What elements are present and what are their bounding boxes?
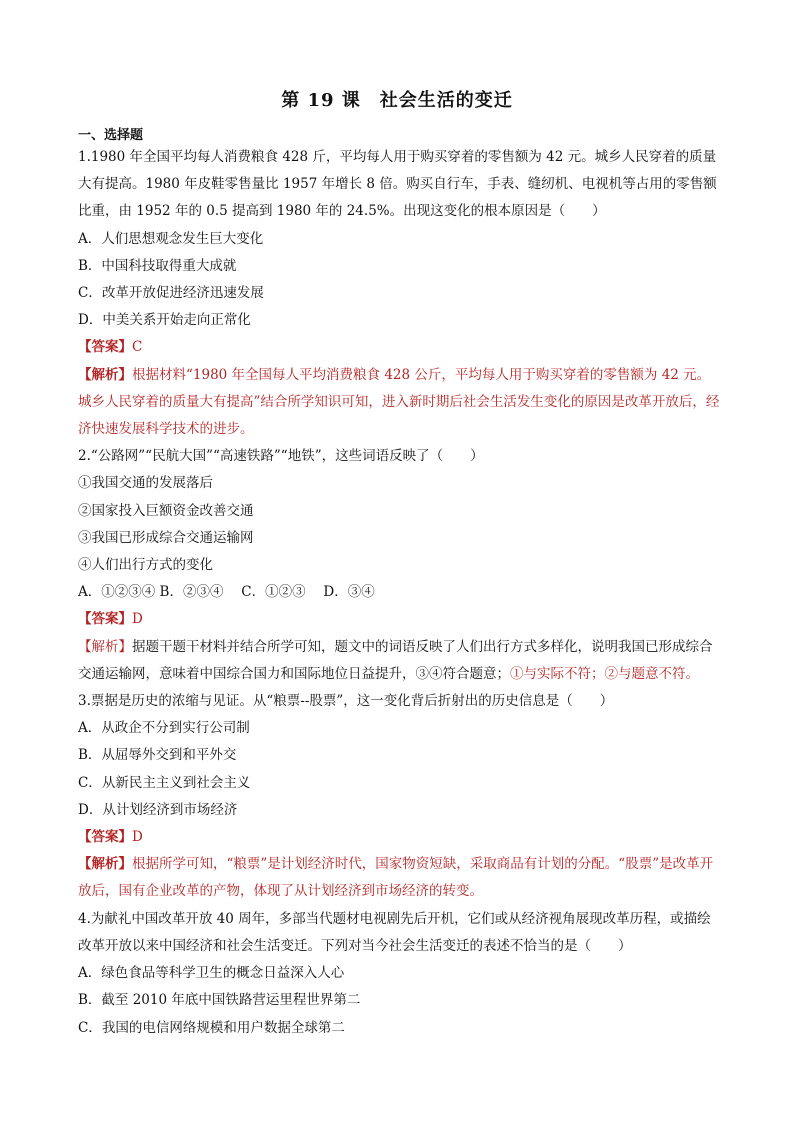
question-1-stem: 1.1980 年全国平均每人消费粮食 428 斤，平均每人用于购买穿着的零售额为 42 元。城乡人民穿着的质量大有提高。1980 年皮鞋零售量比 1957 年增长 8 倍。购买自行车，手表、缝纫机、电视机等占用的零售额比重，由 1952 年的 0.5 提高到 1980 年的 24.5%。出现这变化的根本原因是（ ） <box>78 149 717 220</box>
question-3-answer <box>78 824 720 851</box>
question-3-analysis <box>78 851 720 905</box>
analysis-tag: 【解析】 <box>78 638 132 655</box>
question-4-stem: 4.为献礼中国改革开放 40 周年，多部当代题材电视剧先后开机，它们或从经济视角展现改革历程，或描绘改革开放以来中国经济和社会生活变迁。下列对当今社会生活变迁的表述不恰当的是（ ） <box>78 910 711 954</box>
question-1-option-b: B．中国科技取得重大成就 <box>78 257 237 274</box>
question-2-item-4: ④人们出行方式的变化 <box>78 557 213 574</box>
question-1-analysis <box>78 362 720 444</box>
question-3-stem: 3.票据是历史的浓缩与见证。从“粮票--股票”，这一变化背后折射出的历史信息是（ ） <box>78 693 614 710</box>
question-1-option-c: C．改革开放促进经济迅速发展 <box>78 285 264 302</box>
answer-value: D <box>132 611 143 628</box>
question-1-option-a: A．人们思想观念发生巨大变化 <box>78 230 264 247</box>
question-3-option-a: A．从政企不分到实行公司制 <box>78 720 250 737</box>
section-heading: 一、选择题 <box>78 128 144 143</box>
question-4-option-b: B．截至 2010 年底中国铁路营运里程世界第二 <box>78 992 361 1009</box>
question-2-item-2: ②国家投入巨额资金改善交通 <box>78 502 254 519</box>
question-list <box>78 144 720 1042</box>
question-2-item-3: ③我国已形成综合交通运输网 <box>78 529 254 546</box>
question-3-option-b: B．从屈辱外交到和平外交 <box>78 747 237 764</box>
question-4-option-c: C．我国的电信网络规模和用户数据全球第二 <box>78 1019 345 1036</box>
question-1-option-d: D．中美关系开始走向正常化 <box>78 312 251 329</box>
analysis-text-red: ①与实际不符；②与题意不符。 <box>510 665 699 682</box>
answer-value: D <box>132 829 143 846</box>
question-3-option-d: D．从计划经济到市场经济 <box>78 801 238 818</box>
analysis-text: 根据材料“1980 年全国每人平均消费粮食 428 公斤，平均每人用于购买穿着的零售额为 42 元。城乡人民穿着的质量大有提高”结合所学知识可知，进入新时期后社会生活发生变化的原因是改革开放后，经济快速发展科学技术的进步。 <box>78 366 720 438</box>
question-1-answer <box>78 334 720 361</box>
analysis-tag: 【解析】 <box>78 856 132 873</box>
question-2-answer <box>78 606 720 633</box>
question-4-option-a: A．绿色食品等科学卫生的概念日益深入人心 <box>78 965 345 982</box>
question-2-item-1: ①我国交通的发展落后 <box>78 475 213 492</box>
analysis-text: 据题干题干材料并结合所学可知，题文中的词语反映了人们出行方式多样化，说明我国已形成综合交通运输网，意味着中国综合国力和国际地位日益提升，③④符合题意； <box>78 638 713 682</box>
question-2-options: A．①②③④ B．②③④ C．①②③ D．③④ <box>78 584 375 601</box>
question-2-stem: 2.“公路网”“民航大国”“高速铁路”“地铁”，这些词语反映了（ ） <box>78 448 484 465</box>
answer-tag: 【答案】 <box>78 339 132 356</box>
answer-value: C <box>132 339 143 356</box>
question-3-option-c: C．从新民主主义到社会主义 <box>78 774 251 791</box>
question-2-analysis <box>78 634 720 688</box>
analysis-tag: 【解析】 <box>78 366 132 383</box>
analysis-text: 根据所学可知，“粮票”是计划经济时代，国家物资短缺，采取商品有计划的分配。“股票”是改革开放后，国有企业改革的产物，体现了从计划经济到市场经济的转变。 <box>78 856 714 900</box>
page-title: 第 19 课 社会生活的变迁 <box>281 90 513 111</box>
answer-tag: 【答案】 <box>78 829 132 846</box>
answer-tag: 【答案】 <box>78 611 132 628</box>
